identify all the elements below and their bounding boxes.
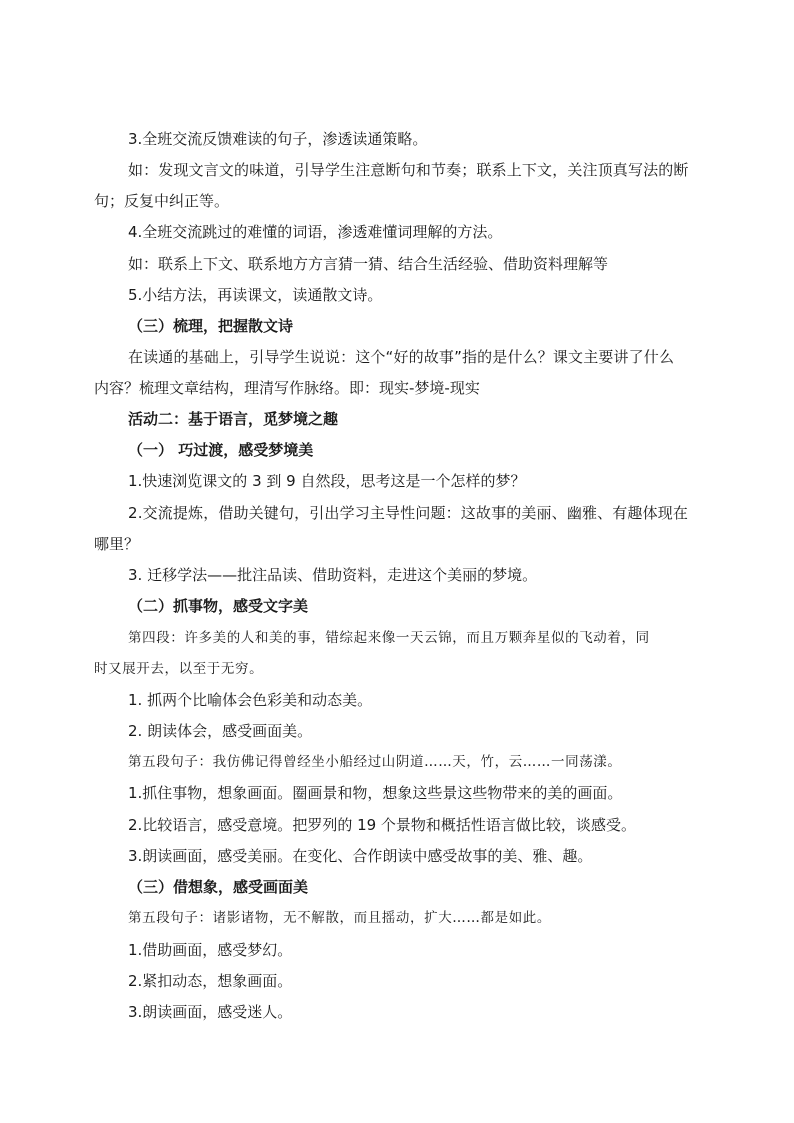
transition-step-2-continuation: 哪里？: [94, 535, 140, 553]
text-beauty-step-3: 1.抓住事物，想象画面。圈画景和物，想象这些景这些物带来的美的画面。: [128, 784, 623, 802]
transition-step-2: 2.交流提炼，借助关键句，引出学习主导性问题：这故事的美丽、幽雅、有趣体现在: [128, 504, 689, 522]
imagination-step-2: 2.紧扣动态，想象画面。: [128, 972, 293, 990]
imagination-step-3: 3.朗读画面，感受迷人。: [128, 1003, 293, 1021]
text-beauty-step-4: 2.比较语言，感受意境。把罗列的 19 个景物和概括性语言做比较，谈感受。: [128, 816, 636, 834]
example-1-continuation: 句；反复中纠正等。: [94, 192, 230, 210]
section-heading-sort: （三）梳理，把握散文诗: [128, 317, 294, 335]
section-heading-imagination: （三）借想象，感受画面美: [128, 878, 309, 896]
example-2-text: 如：联系上下文、联系地方方言猜一猜、结合生活经验、借助资料理解等: [128, 255, 609, 273]
section-heading-text-beauty: （二）抓事物，感受文字美: [128, 597, 309, 615]
quote-paragraph-four: 第四段：许多美的人和美的事，错综起来像一天云锦，而且万颗奔星似的飞动着，同: [128, 630, 650, 646]
step-3-text: 3.全班交流反馈难读的句子，渗透读通策略。: [128, 130, 428, 148]
text-beauty-step-2: 2. 朗读体会，感受画面美。: [128, 722, 313, 740]
step-4-text: 4.全班交流跳过的难懂的词语，渗透难懂词理解的方法。: [128, 223, 503, 241]
transition-step-3: 3. 迁移学法——批注品读、借助资料，走进这个美丽的梦境。: [128, 566, 538, 584]
transition-step-1: 1.快速浏览课文的 3 到 9 自然段，思考这是一个怎样的梦？: [128, 472, 526, 490]
paragraph-summary-continuation: 内容？梳理文章结构，理清写作脉络。即：现实-梦境-现实: [94, 379, 480, 397]
paragraph-summary: 在读通的基础上，引导学生说说：这个“好的故事”指的是什么？课文主要讲了什么: [128, 348, 675, 366]
section-heading-transition: （一） 巧过渡，感受梦境美: [128, 441, 314, 459]
imagination-step-1: 1.借助画面，感受梦幻。: [128, 941, 293, 959]
quote-paragraph-four-continuation: 时又展开去，以至于无穷。: [94, 661, 264, 677]
activity-two-heading: 活动二：基于语言，觅梦境之趣: [128, 410, 339, 428]
example-1-text: 如：发现文言文的味道，引导学生注意断句和节奏；联系上下文，关注顶真写法的断: [128, 161, 689, 179]
step-5-text: 5.小结方法，再读课文，读通散文诗。: [128, 286, 383, 304]
text-beauty-step-5: 3.朗读画面，感受美丽。在变化、合作朗读中感受故事的美、雅、趣。: [128, 847, 593, 865]
quote-paragraph-five-b: 第五段句子：诸影诸物，无不解散，而且摇动，扩大……都是如此。: [128, 910, 551, 926]
text-beauty-step-1: 1. 抓两个比喻体会色彩美和动态美。: [128, 691, 373, 709]
quote-paragraph-five-a: 第五段句子：我仿佛记得曾经坐小船经过山阴道……天，竹，云……一同荡漾。: [128, 754, 622, 770]
